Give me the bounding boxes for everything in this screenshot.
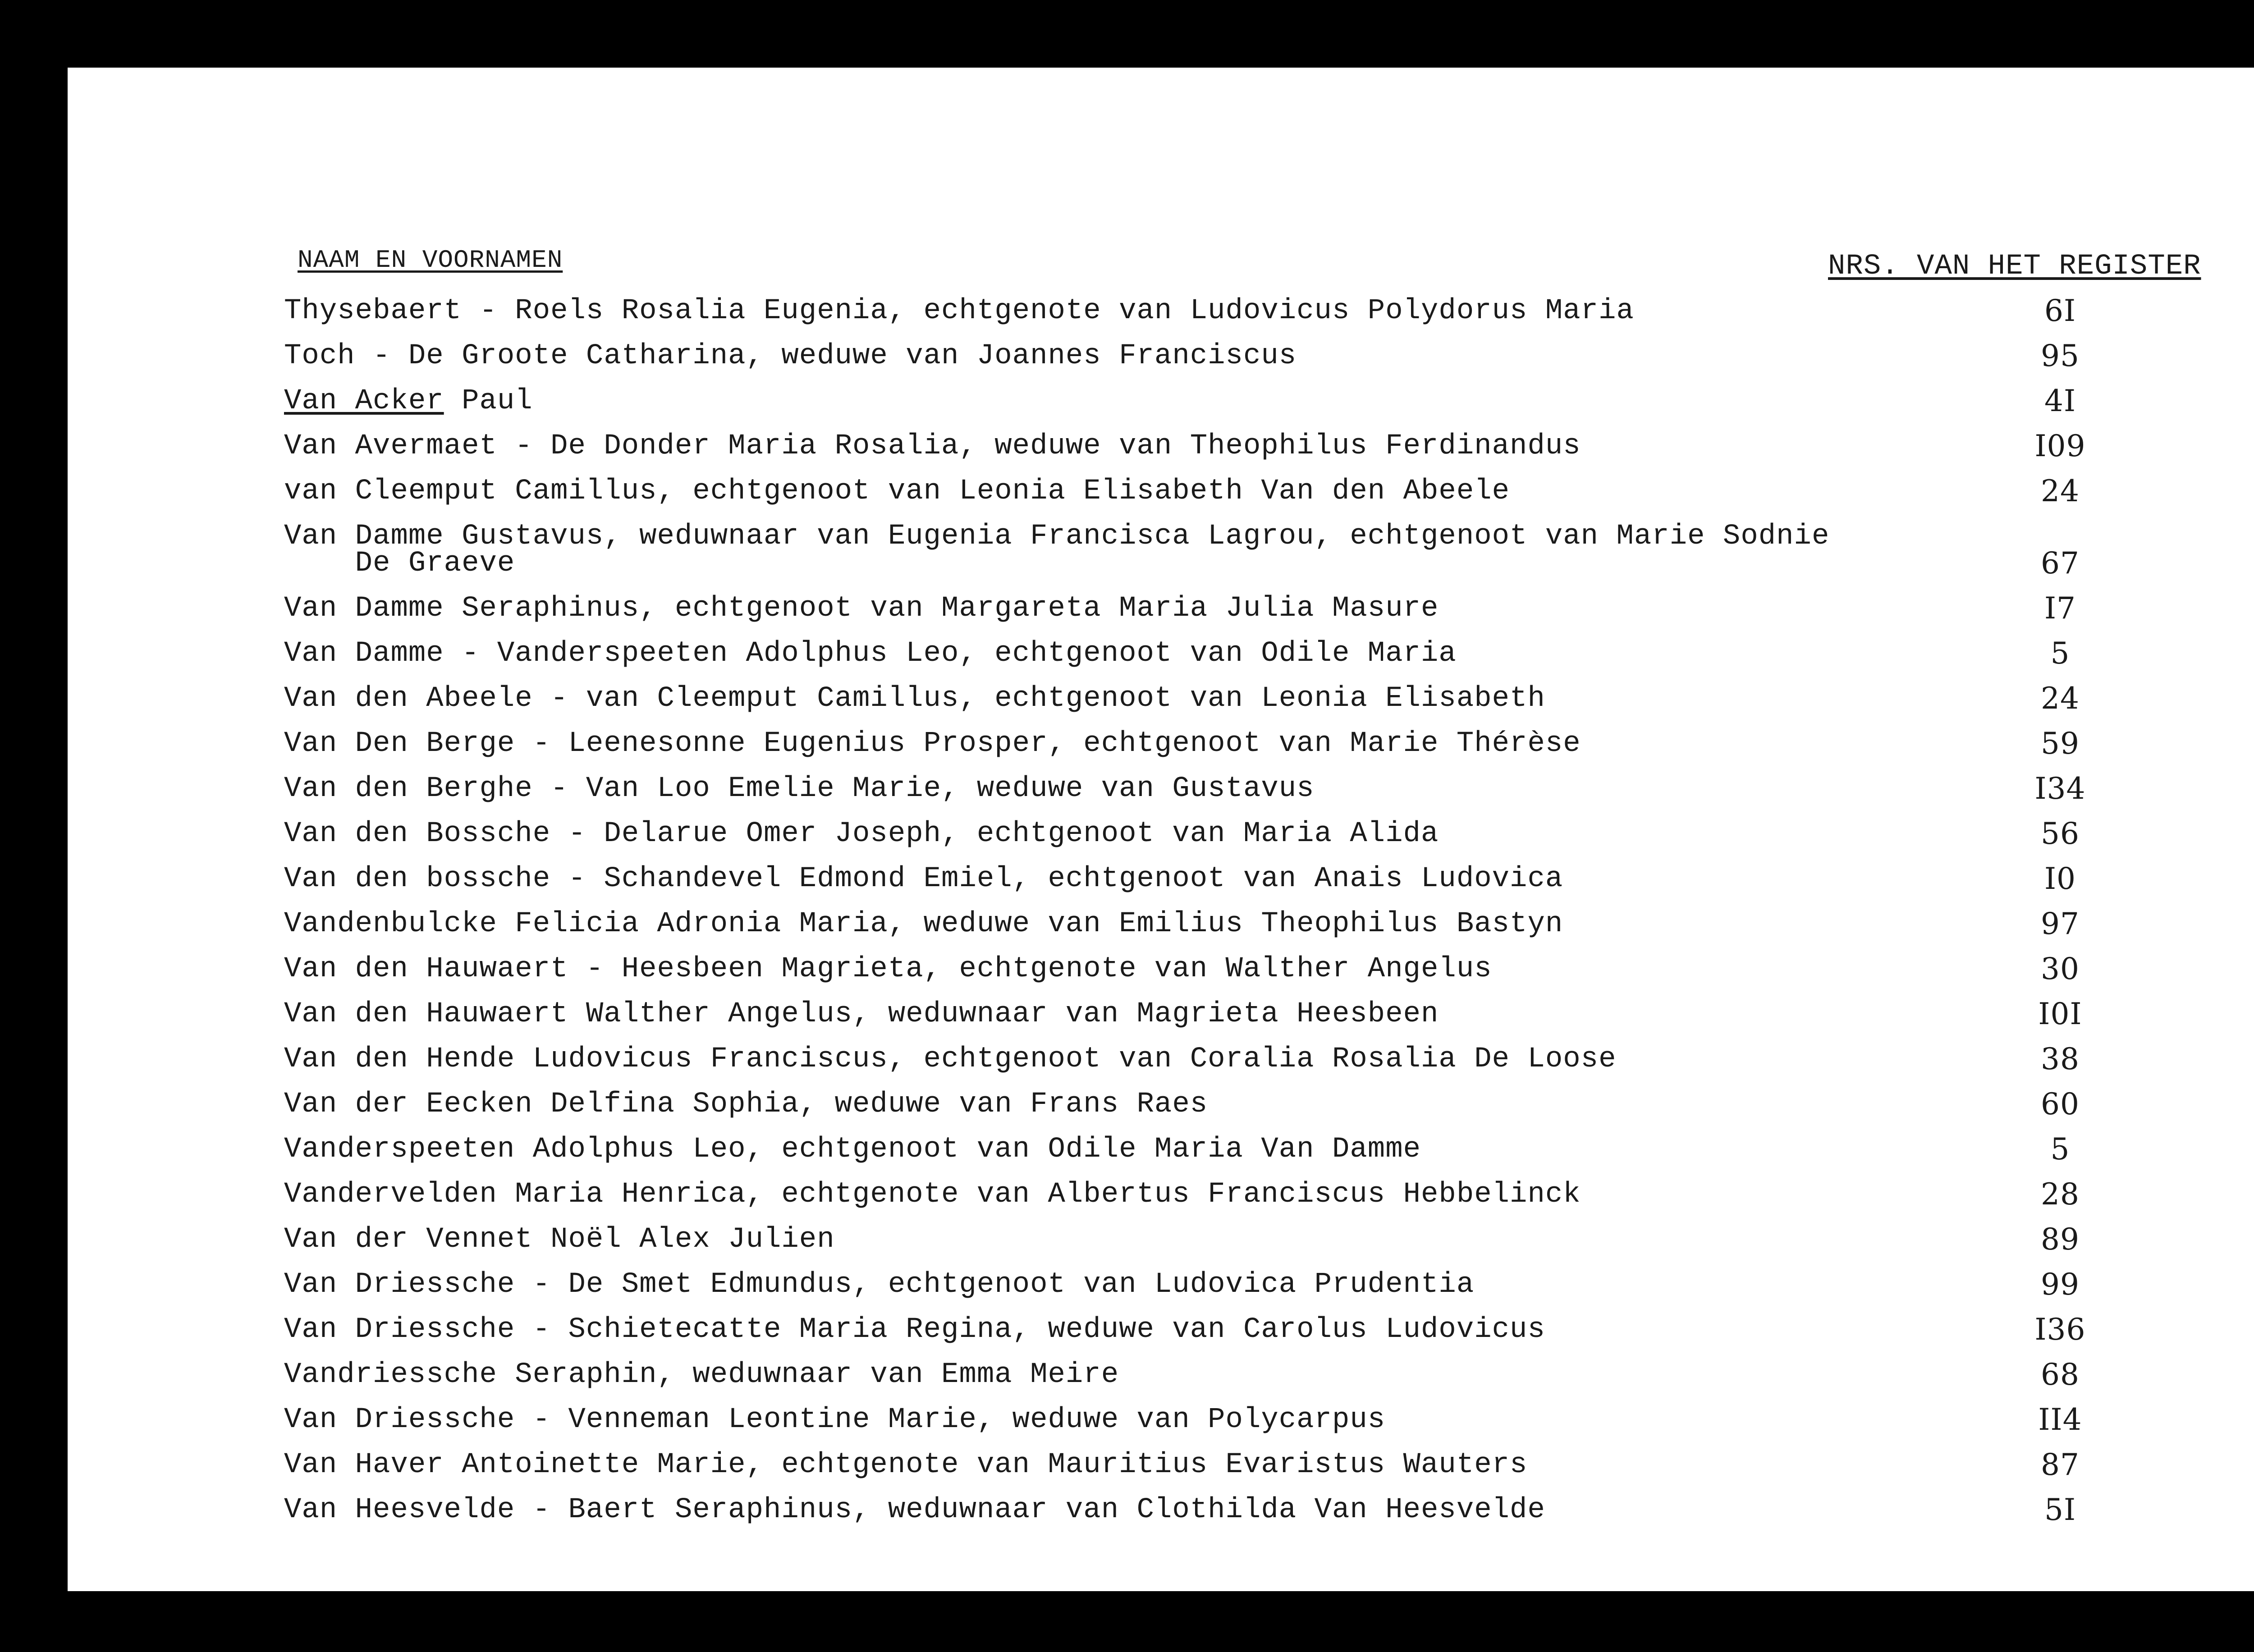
list-item [284,424,2254,469]
entry-register-number: 24 [2041,681,2080,716]
entry-name: Van Heesvelde - Baert Seraphinus, weduwnaar van Clothilda Van Heesvelde [284,1494,1545,1526]
list-item [284,631,2254,676]
entry-register-number: I34 [2034,771,2086,806]
entry-name: Van Driessche - Venneman Leontine Marie, weduwe van Polycarpus [284,1404,1386,1436]
column-header-names: NAAM EN VOORNAMEN [298,246,563,275]
entry-name: Vandenbulcke Felicia Adronia Maria, weduwe van Emilius Theophilus Bastyn [284,908,1563,940]
entry-register-number: 5 [2050,1132,2070,1167]
list-item [284,856,2254,902]
entry-register-number: 6I [2044,293,2076,328]
list-item [284,379,2254,424]
entry-register-number: 28 [2041,1177,2080,1212]
list-item [284,1262,2254,1307]
list-item [284,1037,2254,1082]
entry-name: van Cleemput Camillus, echtgenoot van Leonia Elisabeth Van den Abeele [284,475,1510,508]
entry-register-number: I36 [2034,1312,2086,1347]
entry-register-number: 67 [2041,546,2080,581]
list-item [284,1172,2254,1217]
list-item [284,992,2254,1037]
entry-register-number: 87 [2041,1447,2080,1482]
entry-name: Toch - De Groote Catharina, weduwe van Joannes Franciscus [284,340,1297,372]
entry-register-number: I0 [2044,861,2076,896]
list-item [284,1127,2254,1172]
entry-name: Van der Eecken Delfina Sophia, weduwe van Frans Raes [284,1088,1208,1121]
entry-name: Van Driessche - Schietecatte Maria Regina, weduwe van Carolus Ludovicus [284,1313,1545,1346]
list-item [284,288,2254,334]
column-header-register-numbers: NRS. VAN HET REGISTER [1828,250,2201,283]
entry-name: Van Damme Seraphinus, echtgenoot van Margareta Maria Julia Masure [284,592,1439,625]
entry-name: Van den bossche - Schandevel Edmond Emiel, echtgenoot van Anais Ludovica [284,863,1563,895]
entry-register-number: I7 [2044,591,2076,626]
list-item [284,1442,2254,1487]
entry-name: Van den Bossche - Delarue Omer Joseph, echtgenoot van Maria Alida [284,818,1439,850]
entry-name: Van Driessche - De Smet Edmundus, echtgenoot van Ludovica Prudentia [284,1268,1475,1301]
entry-name: Vanderspeeten Adolphus Leo, echtgenoot van Odile Maria Van Damme [284,1133,1421,1166]
list-item [284,766,2254,811]
list-item [284,1487,2254,1533]
document-sheet [68,68,2254,1591]
entry-name-rest: Paul [444,385,533,417]
entry-register-number: 5 [2050,636,2070,671]
list-item [284,514,2254,586]
list-item [284,947,2254,992]
list-item [284,721,2254,766]
entry-register-number: II4 [2038,1402,2082,1437]
entry-name [284,379,533,415]
entry-register-number: 38 [2041,1042,2080,1076]
list-item [284,1307,2254,1352]
list-item [284,469,2254,514]
entry-register-number: 5I [2044,1492,2076,1527]
entry-register-number: 60 [2041,1087,2080,1121]
entry-register-number: 95 [2041,339,2080,373]
entry-name: Van den Hende Ludovicus Franciscus, echtgenoot van Coralia Rosalia De Loose [284,1043,1617,1075]
entry-register-number: 59 [2041,726,2080,761]
entry-name: Van der Vennet Noël Alex Julien [284,1223,835,1256]
entry-name: Van den Abeele - van Cleemput Camillus, echtgenoot van Leonia Elisabeth [284,682,1545,715]
entry-register-number: 89 [2041,1222,2080,1257]
entry-register-number: 24 [2041,474,2080,508]
entry-name: Van Den Berge - Leenesonne Eugenius Prosper, echtgenoot van Marie Thérèse [284,728,1581,760]
entry-register-number: 56 [2041,816,2080,851]
entry-name-underlined: Van Acker [284,385,444,417]
entry-register-number: I09 [2034,429,2086,463]
entry-name: Van den Hauwaert Walther Angelus, weduwnaar van Magrieta Heesbeen [284,998,1439,1030]
register-index-page [68,68,2254,1591]
entry-name: Van den Berghe - Van Loo Emelie Marie, weduwe van Gustavus [284,773,1315,805]
list-item [284,676,2254,721]
entry-name: Van Damme - Vanderspeeten Adolphus Leo, echtgenoot van Odile Maria [284,637,1457,670]
list-item [284,586,2254,631]
list-item [284,1217,2254,1262]
entry-register-number: I0I [2038,997,2082,1031]
entry-register-number: 30 [2041,952,2080,986]
entry-name: Van Damme Gustavus, weduwnaar van Eugenia Francisca Lagrou, echtgenoot van Marie Sodnie De Graeve [284,520,1830,580]
list-item [284,1352,2254,1397]
register-entry-list [284,288,2254,1533]
entry-register-number: 99 [2041,1267,2080,1302]
list-item [284,1082,2254,1127]
entry-name: Van Avermaet - De Donder Maria Rosalia, weduwe van Theophilus Ferdinandus [284,430,1581,462]
list-item [284,334,2254,379]
list-item [284,1397,2254,1442]
entry-name: Vandriessche Seraphin, weduwnaar van Emma Meire [284,1359,1119,1391]
list-item [284,811,2254,856]
entry-name: Van Haver Antoinette Marie, echtgenote van Mauritius Evaristus Wauters [284,1449,1528,1481]
entry-register-number: 68 [2041,1357,2080,1392]
entry-name: Van den Hauwaert - Heesbeen Magrieta, echtgenote van Walther Angelus [284,953,1492,985]
entry-name: Vandervelden Maria Henrica, echtgenote van Albertus Franciscus Hebbelinck [284,1178,1581,1211]
entry-name: Thysebaert - Roels Rosalia Eugenia, echtgenote van Ludovicus Polydorus Maria [284,295,1634,327]
list-item [284,902,2254,947]
entry-register-number: 97 [2041,906,2080,941]
entry-register-number: 4I [2044,384,2076,418]
